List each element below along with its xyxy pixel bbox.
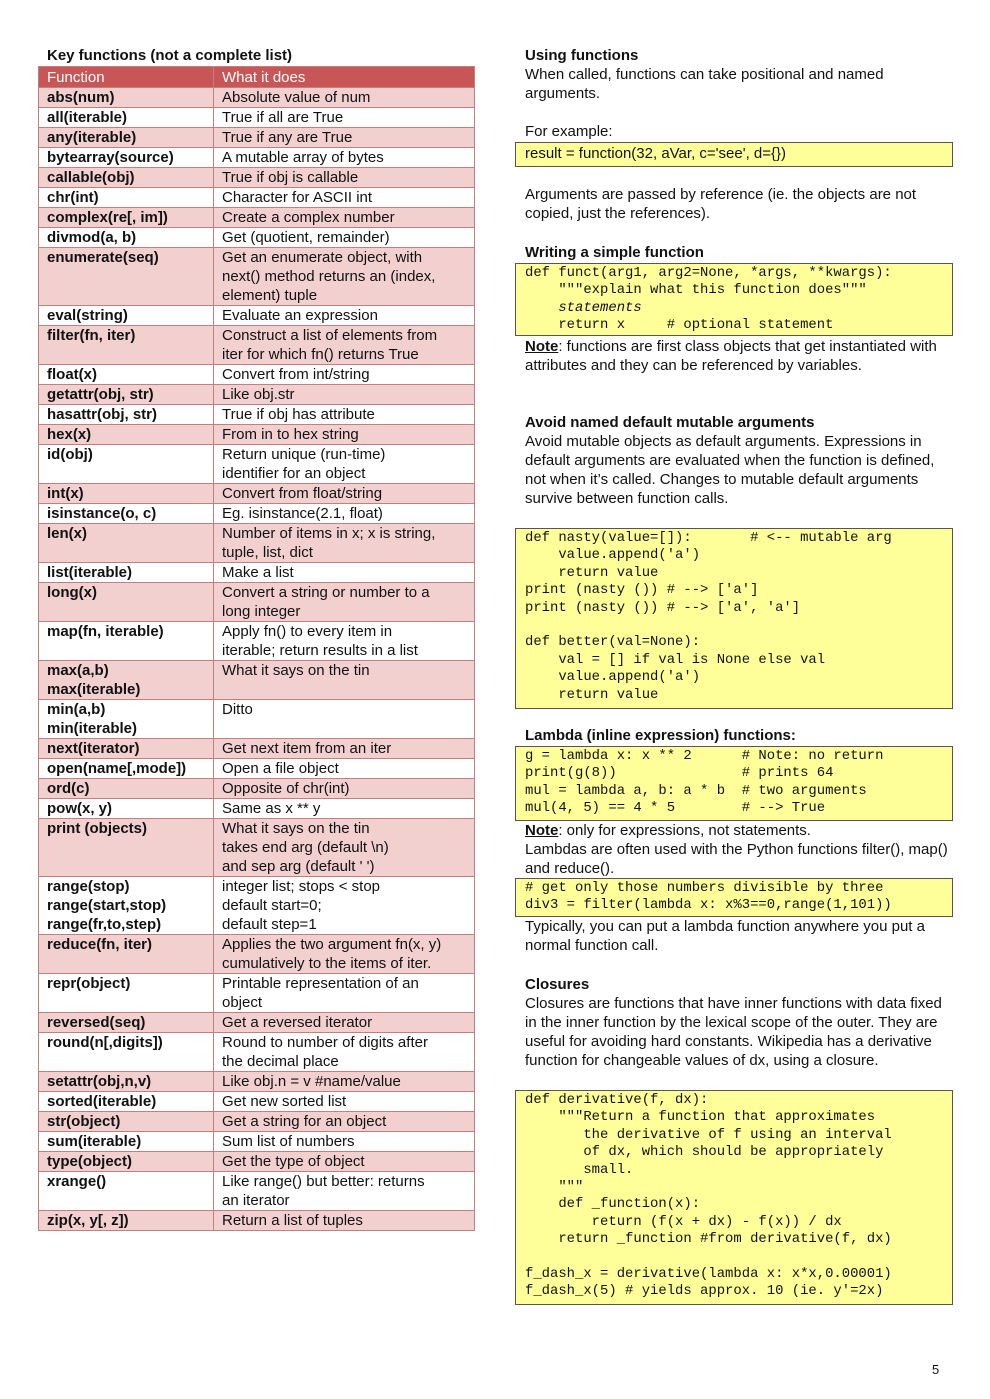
function-description-cell: Number of items in x; x is string, tuple, list, dict [214,524,475,563]
function-description-cell: integer list; stops < stop default start=0; default step=1 [214,877,475,935]
key-functions-table [38,66,475,1231]
table-row [39,504,475,524]
table-row [39,1132,475,1152]
function-name-cell: id(obj) [39,445,214,484]
table-row [39,248,475,306]
function-description-cell: Ditto [214,700,475,739]
example-code-box: result = function(32, aVar, c='see', d={}) [515,142,953,167]
note-text: : functions are first class objects that get instantiated with attributes and they can be referenced by variables. [525,338,937,374]
function-description-cell: Character for ASCII int [214,188,475,208]
function-name-cell: next(iterator) [39,739,214,759]
using-functions-heading: Using functions [525,47,639,64]
function-description-cell: Get a string for an object [214,1112,475,1132]
code-line-docstring: """explain what this function does""" [525,282,867,299]
column-header-what: What it does [214,67,475,88]
function-description-cell: Get next item from an iter [214,739,475,759]
function-name-cell: int(x) [39,484,214,504]
table-row [39,759,475,779]
function-name-cell: reduce(fn, iter) [39,935,214,974]
table-row [39,228,475,248]
table-row [39,168,475,188]
first-class-note [525,337,950,375]
pass-by-reference-para: Arguments are passed by reference (ie. the objects are not copied, just the references). [525,186,917,222]
function-name-cell: hex(x) [39,425,214,445]
function-name-cell: isinstance(o, c) [39,504,214,524]
table-row [39,1172,475,1211]
function-name-cell: setattr(obj,n,v) [39,1072,214,1092]
lambda-code: g = lambda x: x ** 2 # Note: no return print(g(8)) # prints 64 mul = lambda a, b: a * b # two arguments mul(4, 5) == 4 * 5 # --> True [515,746,953,821]
function-description-cell: Get new sorted list [214,1092,475,1112]
function-name-cell: reversed(seq) [39,1013,214,1033]
function-description-cell: True if all are True [214,108,475,128]
function-name-cell: range(stop) range(start,stop) range(fr,to,step) [39,877,214,935]
function-name-cell: round(n[,digits]) [39,1033,214,1072]
function-name-cell: list(iterable) [39,563,214,583]
function-name-cell: max(a,b) max(iterable) [39,661,214,700]
code-line-return: return x # optional statement [525,317,834,334]
lambda-heading: Lambda (inline expression) functions: [525,727,796,744]
function-description-cell: What it says on the tin [214,661,475,700]
lambda-usage-para: Lambdas are often used with the Python functions filter(), map() and reduce(). [525,841,948,877]
function-description-cell: Eg. isinstance(2.1, float) [214,504,475,524]
table-row [39,877,475,935]
function-description-cell: Get a reversed iterator [214,1013,475,1033]
code-line-statements: statements [525,299,642,316]
function-description-cell: Construct a list of elements from iter for which fn() returns True [214,326,475,365]
table-row [39,739,475,759]
function-description-cell: True if any are True [214,128,475,148]
table-row [39,188,475,208]
function-description-cell: Get an enumerate object, with next() method returns an (index, element) tuple [214,248,475,306]
function-name-cell: sum(iterable) [39,1132,214,1152]
function-description-cell: Return unique (run-time) identifier for an object [214,445,475,484]
function-description-cell: Like range() but better: returns an iterator [214,1172,475,1211]
function-name-cell: type(object) [39,1152,214,1172]
function-description-cell: Convert from float/string [214,484,475,504]
page-number: 5 [932,1362,940,1377]
lambda-note-text: : only for expressions, not statements. [558,822,811,839]
function-name-cell: abs(num) [39,88,214,108]
table-row [39,1033,475,1072]
filter-code: # get only those numbers divisible by three div3 = filter(lambda x: x%3==0,range(1,101)) [515,878,953,917]
function-name-cell: all(iterable) [39,108,214,128]
function-description-cell: Get the type of object [214,1152,475,1172]
table-row [39,1072,475,1092]
function-name-cell: getattr(obj, str) [39,385,214,405]
table-row [39,108,475,128]
table-row [39,484,475,504]
table-row [39,306,475,326]
function-name-cell: open(name[,mode]) [39,759,214,779]
function-name-cell: filter(fn, iter) [39,326,214,365]
mutable-args-heading: Avoid named default mutable arguments [525,414,815,431]
function-name-cell: ord(c) [39,779,214,799]
table-row [39,148,475,168]
lambda-note-label: Note [525,822,559,839]
function-description-cell: True if obj has attribute [214,405,475,425]
note-label: Note [525,338,559,355]
function-name-cell: float(x) [39,365,214,385]
function-name-cell: min(a,b) min(iterable) [39,700,214,739]
function-description-cell: Same as x ** y [214,799,475,819]
table-row [39,563,475,583]
function-name-cell: zip(x, y[, z]) [39,1211,214,1231]
key-functions-title: Key functions (not a complete list) [47,47,293,64]
function-description-cell: What it says on the tin takes end arg (default \n) and sep arg (default ' ') [214,819,475,877]
table-row [39,622,475,661]
function-name-cell: bytearray(source) [39,148,214,168]
table-row [39,405,475,425]
function-name-cell: print (objects) [39,819,214,877]
function-description-cell: Opposite of chr(int) [214,779,475,799]
table-row [39,88,475,108]
function-description-cell: Convert from int/string [214,365,475,385]
table-row [39,819,475,877]
function-description-cell: Apply fn() to every item in iterable; return results in a list [214,622,475,661]
table-row [39,128,475,148]
function-name-cell: chr(int) [39,188,214,208]
function-description-cell: Convert a string or number to a long integer [214,583,475,622]
function-name-cell: xrange() [39,1172,214,1211]
function-name-cell: callable(obj) [39,168,214,188]
function-name-cell: str(object) [39,1112,214,1132]
function-name-cell: hasattr(obj, str) [39,405,214,425]
table-row [39,1013,475,1033]
writing-function-heading: Writing a simple function [525,244,704,261]
table-row [39,326,475,365]
table-row [39,935,475,974]
lambda-anywhere-para: Typically, you can put a lambda function anywhere you put a normal function call. [525,918,925,954]
function-description-cell: Return a list of tuples [214,1211,475,1231]
table-row [39,700,475,739]
function-name-cell: divmod(a, b) [39,228,214,248]
table-row [39,661,475,700]
function-description-cell: Like obj.str [214,385,475,405]
function-name-cell: complex(re[, im]) [39,208,214,228]
function-description-cell: From in to hex string [214,425,475,445]
table-header-row [39,67,475,88]
table-row [39,1152,475,1172]
function-name-cell: long(x) [39,583,214,622]
lambda-note [525,821,950,840]
closures-para: Closures are functions that have inner functions with data fixed in the inner function by the lexical scope of the outer. They are useful for avoiding hard constants. Wikipedia has a derivative function for changeable values of dx, using a closure. [525,995,942,1069]
function-description-cell: Applies the two argument fn(x, y) cumulatively to the items of iter. [214,935,475,974]
mutable-args-para: Avoid mutable objects as default arguments. Expressions in default arguments are evaluated when the function is defined, not when it’s called. Changes to mutable default arguments survive between function calls. [525,433,935,507]
function-description-cell: Make a list [214,563,475,583]
function-name-cell: any(iterable) [39,128,214,148]
function-name-cell: map(fn, iterable) [39,622,214,661]
table-row [39,445,475,484]
function-description-cell: Round to number of digits after the decimal place [214,1033,475,1072]
function-description-cell: Printable representation of an object [214,974,475,1013]
simple-function-code [515,263,953,336]
function-description-cell: Open a file object [214,759,475,779]
function-name-cell: enumerate(seq) [39,248,214,306]
table-row [39,779,475,799]
table-row [39,1112,475,1132]
function-description-cell: Absolute value of num [214,88,475,108]
closures-heading: Closures [525,976,590,993]
function-name-cell: sorted(iterable) [39,1092,214,1112]
for-example-label: For example: [525,123,613,140]
function-description-cell: Get (quotient, remainder) [214,228,475,248]
function-name-cell: eval(string) [39,306,214,326]
table-row [39,1092,475,1112]
table-row [39,365,475,385]
function-name-cell: pow(x, y) [39,799,214,819]
function-name-cell: repr(object) [39,974,214,1013]
table-row [39,385,475,405]
function-description-cell: A mutable array of bytes [214,148,475,168]
closure-code: def derivative(f, dx): """Return a function that approximates the derivative of f using an interval of dx, which should be appropriately small. """ def _function(x): return (f(x + dx) - f(x)) / dx return _function #from derivative(f, dx) f_dash_x = derivative(lambda x: x*x,0.00001) f_dash_x(5) # yields approx. 10 (ie. y'=2x) [515,1090,953,1305]
table-row [39,1211,475,1231]
mutable-args-code: def nasty(value=[]): # <-- mutable arg value.append('a') return value print (nasty ()) # --> ['a'] print (nasty ()) # --> ['a', 'a'] def better(val=None): val = [] if val is None else val value.append('a') return value [515,528,953,709]
using-functions-para: When called, functions can take positional and named arguments. [525,66,884,102]
function-description-cell: Evaluate an expression [214,306,475,326]
table-row [39,583,475,622]
code-line-def: def funct(arg1, arg2=None, *args, **kwargs): [525,265,892,281]
table-row [39,524,475,563]
table-row [39,425,475,445]
function-description-cell: Sum list of numbers [214,1132,475,1152]
function-description-cell: True if obj is callable [214,168,475,188]
column-header-function: Function [39,67,214,88]
table-row [39,974,475,1013]
key-functions-section [38,46,474,1231]
function-description-cell: Create a complex number [214,208,475,228]
function-name-cell: len(x) [39,524,214,563]
table-row [39,208,475,228]
function-description-cell: Like obj.n = v #name/value [214,1072,475,1092]
table-row [39,799,475,819]
